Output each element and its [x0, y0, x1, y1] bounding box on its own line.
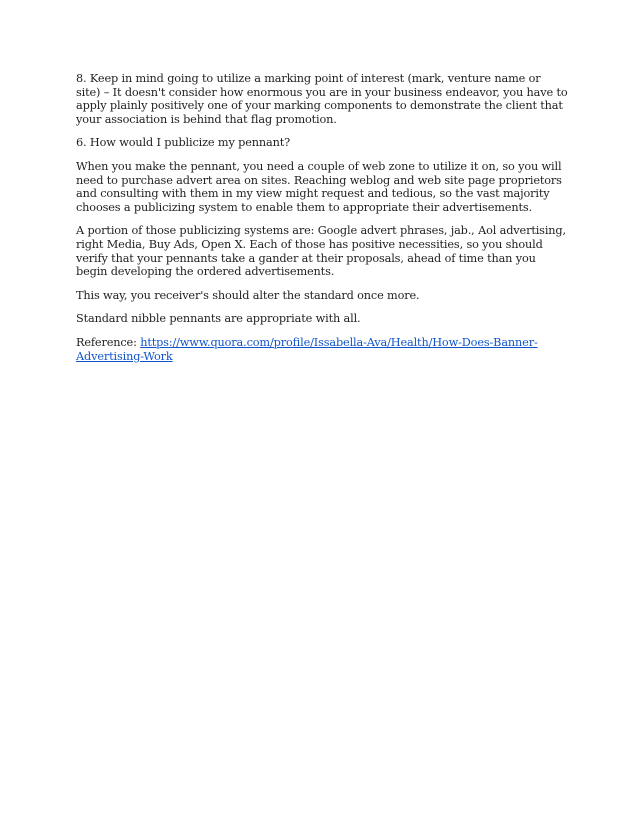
paragraph-alter-standard: This way, you receiver's should alter the standard once more.: [76, 288, 420, 302]
paragraph-branding-tip: 8. Keep in mind going to utilize a marking point of interest (mark, venture name or site) – It doesn't consider how enormous you are in your business endeavor, you have to apply plainly positively one of your marking components to demonstrate the client that your association is behind that flag promotion.: [76, 72, 568, 126]
reference-line: [76, 336, 568, 363]
reference-link[interactable]: https://www.quora.com/profile/Issabella-Ava/Health/How-Does-Banner-Advertising-Work: [76, 335, 538, 363]
paragraph-advert-area: When you make the pennant, you need a couple of web zone to utilize it on, so you will need to purchase advert area on sites. Reaching weblog and web site page proprietors and consulting with them in my view might request and tedious, so the vast majority chooses a publicizing system to enable them to appropriate their advertisements.: [76, 159, 562, 214]
paragraph-advertising-systems: A portion of those publicizing systems are: Google advert phrases, jab., Aol advertising, right Media, Buy Ads, Open X. Each of those has positive necessities, so you should verify that your pennants take a gander at their proposals, ahead of time than you begin developing the ordered advertisements.: [76, 224, 566, 279]
document-body: [76, 72, 568, 373]
paragraph-publicize-question: 6. How would I publicize my pennant?: [76, 136, 291, 150]
reference-label: Reference:: [76, 335, 141, 349]
paragraph-standard-pennants: Standard nibble pennants are appropriate with all.: [76, 312, 361, 326]
